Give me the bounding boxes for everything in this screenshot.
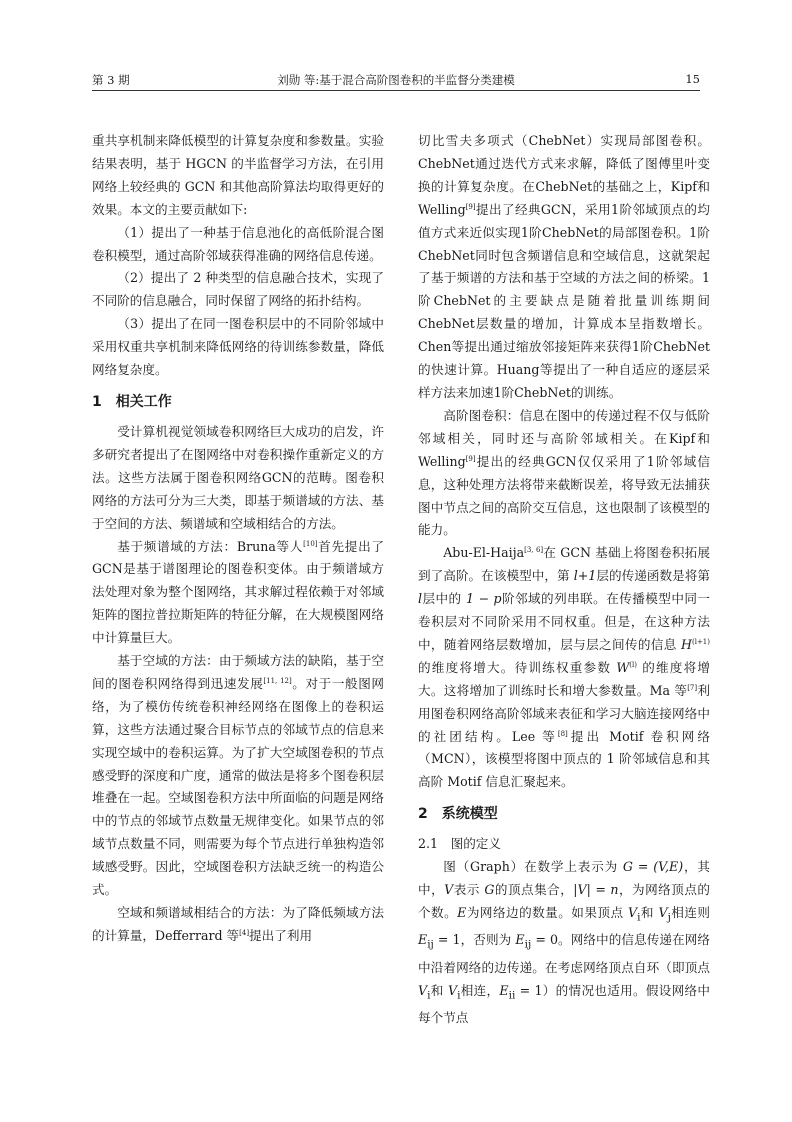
section-heading-related-work: 1 相关工作 <box>92 393 172 410</box>
paragraph-combined: 空域和频谱域相结合的方法：为了降低频域方法的计算量，Defferrard 等[4]提出了利用 <box>92 905 384 943</box>
citation[interactable]: [10] <box>303 539 318 548</box>
running-title: 刘勋 等:基于混合高阶图卷积的半监督分类建模 <box>277 73 515 87</box>
math: l+1 <box>573 568 597 584</box>
math: G <box>484 882 495 898</box>
math: |V| = n <box>573 882 619 898</box>
paragraph-graph-definition: 图（Graph）在数学上表示为 G = (V,E)，其中，V表示 G的顶点集合，|V| = n，为网络顶点的个数。E为网络边的数量。如果顶点 $V_i$和 $V_j$相连则 $E_{ij} = 1$，否则为 $E_{ij} = 0$。网络中的信息传递在网络中沿着网络的边传递。在考虑网络顶点自环（即顶点 $V_i$和 $V_i$相连，$E_{ii} = 1$）的情况也适用。假设网络中每个节点 <box>418 859 711 1026</box>
subsection-heading-graph-definition: 2.1 图的定义 <box>418 836 501 852</box>
math: V <box>447 982 458 998</box>
citation[interactable]: [7] <box>687 683 698 692</box>
math-subscript: i <box>427 989 431 1002</box>
math: V <box>627 905 638 920</box>
contribution-1: （1）提出了一种基于信息池化的高低阶混合图卷积模型，通过高阶邻域获得准确的网络信息传递。 <box>92 224 384 263</box>
paragraph: 受计算机视觉领域卷积网络巨大成功的启发，许多研究者提出了在图网络中对卷积操作重新定义的方法。这些方法属于图卷积网络GCN的范畴。图卷积网络的方法可分为三大类，即基于频谱域的方法、基于空间的方法、频谱域和空域相结合的方法。 <box>92 423 384 531</box>
paragraph-high-order: 高阶图卷积：信息在图中的传递过程不仅与低阶邻域相关，同时还与高阶邻域相关。在Kipf和Welling[9]提出的经典GCN仅仅采用了1阶邻域信息，这种处理方法将带来截断误差，将导致无法捕获图中节点之间的高阶交互信息，这也限制了该模型的能力。 <box>418 407 710 538</box>
citation[interactable]: [4] <box>239 928 250 937</box>
math: l <box>418 591 423 607</box>
math: E <box>515 932 525 948</box>
issue-label: 第 3 期 <box>92 73 130 87</box>
page-number: 15 <box>685 72 700 86</box>
math-superscript: (l) <box>629 660 637 669</box>
right-column <box>418 130 710 1030</box>
paragraph-spatial: 基于空域的方法：由于频域方法的缺陷，基于空间的图卷积网络得到迅速发展[11, 12]。对于一般图网络，为了模仿传统卷积神经网络在图像上的卷积运算，这些方法通过聚合目标节点的邻域节点的信息来实现空域中的卷积运算。为了扩大空域图卷积的节点感受野的深度和广度，通常的做法是将多个图卷积层堆叠在一起。空域图卷积方法中所面临的问题是网络中的节点的邻域节点数量无规律变化。如果节点的邻域节点数量不同，则需要为每个节点进行单独构造邻域感受野。因此，空域图卷积方法缺乏统一的构造公式。 <box>92 653 385 898</box>
math: G = (V,E) <box>622 859 684 875</box>
math: E <box>499 982 509 998</box>
section-heading-system-model: 2 系统模型 <box>418 806 498 823</box>
math: E <box>418 932 428 948</box>
math-subscript: ij <box>427 938 434 951</box>
math-superscript: (l+1) <box>691 637 710 646</box>
math-subscript: ij <box>524 938 532 951</box>
contribution-3: （3）提出了在同一图卷积层中的不同阶邻域中采用权重共享机制来降低网络的待训练参数量，降低网络复杂度。 <box>92 316 384 378</box>
math-subscript: j <box>667 911 671 924</box>
citation[interactable]: [8] <box>557 729 568 738</box>
math: 1 − p <box>466 591 502 607</box>
running-header <box>92 68 700 91</box>
math: E <box>457 905 467 920</box>
citation[interactable]: [11, 12] <box>263 676 292 685</box>
left-column <box>92 130 384 948</box>
paragraph-chebnet: 切比雪夫多项式（ChebNet）实现局部图卷积。ChebNet通过迭代方式来求解，降低了图傅里叶变换的计算复杂度。在ChebNet的基础之上，Kipf和Welling[9]提出了经典GCN，采用1阶邻域顶点的均值方式来近似实现1阶ChebNet的局部图卷积。1阶ChebNet同时包含频谱信息和空域信息，这就架起了基于频谱的方法和基于空域的方法之间的桥梁。1阶ChebNet的主要缺点是随着批量训练期间ChebNet层数量的增加，计算成本呈指数增长。Chen等提出通过缩放邻接矩阵来获得1阶ChebNet的快速计算。Huang等提出了一种自适应的逐层采样方法来加速1阶ChebNet的训练。 <box>418 133 710 400</box>
contribution-2: （2）提出了 2 种类型的信息融合技术，实现了不同阶的信息融合，同时保留了网络的拓扑结构。 <box>92 270 384 309</box>
math: V <box>418 982 428 998</box>
math-subscript: ii <box>508 989 516 1002</box>
math: H <box>680 636 692 652</box>
citation[interactable]: [9] <box>465 454 476 463</box>
citation[interactable]: [3, 6] <box>524 546 544 555</box>
paragraph-mixhop: Abu-El-Haija[3, 6]在 GCN 基础上将图卷积拓展到了高阶。在该模型中，第 l+1层的传递函数是将第 l层中的 1 − p阶邻域的列串联。在传播模型中同一卷积层对不同阶采用不同权重。但是，在这种方法中，随着网络层数增加，层与层之间传的信息 $H^{(l+1)}$的维度将增大。待训练权重参数 $W^{(l)}$ 的维度将增大。这将增加了训练时长和增大参数量。Ma 等[7]利用图卷积网络高阶邻域来表征和学习大脑连接网络中的社团结构。Lee 等[8]提出 Motif 卷积网络（MCN），该模型将图中顶点的 1 阶邻域信息和其高阶 Motif 信息汇聚起来。 <box>418 545 711 790</box>
citation[interactable]: [9] <box>465 202 476 211</box>
math: V <box>658 905 668 920</box>
math-subscript: i <box>457 989 461 1002</box>
math: W <box>616 659 630 675</box>
paragraph-spectral: 基于频谱域的方法：Bruna等人[10]首先提出了GCN是基于谱图理论的图卷积变体。由于频谱域方法处理对象为整个图网络，其求解过程依赖于对邻域矩阵的图拉普拉斯矩阵的特征分解，在大规模图网络中计算量巨大。 <box>92 538 384 646</box>
math: V <box>444 882 454 898</box>
paragraph: 重共享机制来降低模型的计算复杂度和参数量。实验结果表明，基于 HGCN 的半监督学习方法，在引用网络上较经典的 GCN 和其他高阶算法均取得更好的效果。本文的主要贡献如下: <box>92 133 384 217</box>
math-subscript: i <box>637 911 641 924</box>
